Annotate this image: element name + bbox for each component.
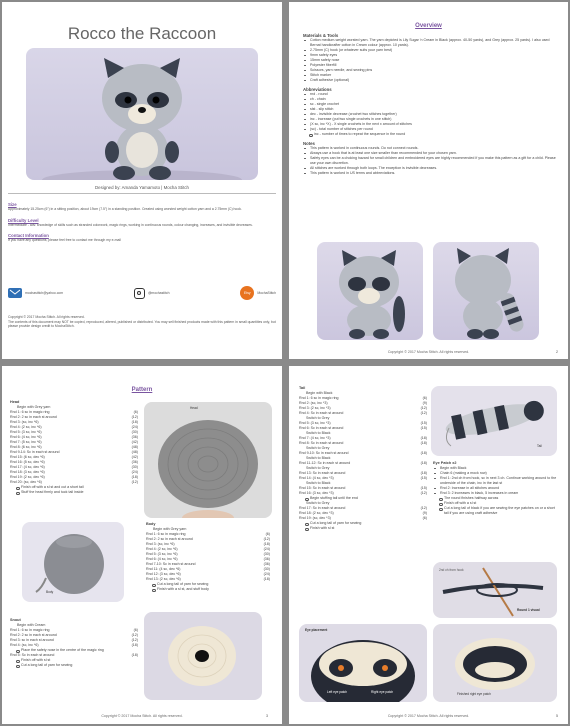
- row-count: (18): [131, 653, 138, 657]
- row-count: (36): [263, 562, 270, 566]
- list-item: Begin with Black: [433, 466, 559, 471]
- copyright-footer: Copyright © 2017 Mocha Stitch. All rights reserved.: [387, 350, 470, 354]
- row-instruction: Rnd 3: (2 sc, inc *3): [299, 406, 331, 410]
- row-instruction: Rnd 17: Sc in each st around: [299, 506, 346, 510]
- list-item: The round finishes halfway across: [433, 496, 559, 501]
- row-instruction: Switch to Black: [306, 481, 331, 485]
- row-count: (24): [263, 572, 270, 576]
- list-item: Cotton medium-weight worsted yarn. The yarn depicted is Lily Sugar 'n Cream in Black (approx. 40-50 yards), and Grey (approx. 25 yards). I also used Bernat handicrafter cotton in Cream colour (approx. 10 yards).: [303, 38, 559, 48]
- row-instruction: Rnd 4: Sc in each st around: [299, 411, 344, 415]
- row-instruction: Rnd 5: (3 sc, inc *6): [146, 552, 178, 556]
- list-item: Cut a long tail of black if you are sewing the eye patches on or a short tail if you are using craft adhesive: [433, 506, 559, 516]
- row-instruction: Rnd 19: (sc, dec *3): [299, 516, 331, 520]
- row-count: (18): [131, 420, 138, 424]
- list-item: ch - chain: [303, 97, 559, 102]
- list-item: Stitch marker: [303, 73, 559, 78]
- list-item: Rnd 1: 2nd ch from hook, sc in next 3 ch. Continue working around to the underside of the chain, inc in the last st: [433, 476, 559, 486]
- list-item: All stitches are worked through both loops. The exception is invisible decreases.: [303, 166, 559, 171]
- row-count: (18): [263, 542, 270, 546]
- list-item: Cut a long tail of yarn for sewing: [146, 582, 270, 587]
- head-rows: [10, 405, 138, 485]
- row-instruction: Rnd 4: (2 sc, inc *6): [10, 425, 42, 429]
- notes-list: [303, 146, 559, 176]
- tail-photo-label: Tail: [537, 444, 542, 448]
- page-number: 3: [266, 714, 268, 718]
- row-count: (6): [133, 410, 138, 414]
- page-cover: [2, 2, 282, 359]
- row-count: (30): [263, 567, 270, 571]
- row-count: (18): [420, 451, 427, 455]
- row-instruction: Switch to Grey: [306, 466, 330, 470]
- row-count: (12): [131, 480, 138, 484]
- email-contact[interactable]: [8, 288, 63, 298]
- round-label-chain: 2nd ch from hook: [439, 568, 464, 572]
- row-instruction: Rnd 3: (sc, inc *6): [10, 420, 39, 424]
- row-instruction: Rnd 8: (6 sc, inc *6): [10, 445, 42, 449]
- row-count: (12): [420, 406, 427, 410]
- page-tail-eyes: [289, 366, 568, 724]
- list-item: inc - number of times to repeat the sequence in the round: [303, 132, 559, 137]
- email-address: mochastitch@yahoo.com: [25, 290, 64, 295]
- row-count: (18): [420, 436, 427, 440]
- list-item: Cut a long tail of yarn for sewing: [299, 521, 427, 526]
- row-instruction: Rnd 6: (4 sc, inc *6): [146, 557, 178, 561]
- row-instruction: Rnd 5: (3 sc, inc *3): [299, 421, 331, 425]
- tail-mid-notes: [299, 496, 427, 501]
- pattern-heading: Pattern: [131, 387, 153, 393]
- list-item: Cut a long tail of yarn for sewing: [10, 663, 138, 668]
- pattern-title: Rocco the Raccoon: [67, 24, 217, 43]
- row-instruction: Rnd 7: (4 sc, inc *3): [299, 436, 331, 440]
- materials-list: [303, 38, 559, 83]
- row-count: (18): [131, 643, 138, 647]
- body-photo: [22, 522, 124, 602]
- body-photo-image: [22, 522, 124, 602]
- tail-title: Tail: [299, 386, 306, 390]
- row-count: (15): [420, 486, 427, 490]
- instagram-handle: @mochastitch: [147, 290, 170, 295]
- head-photo-image: [144, 402, 272, 518]
- snout-rows: [10, 623, 138, 648]
- head-photo-label: Head: [190, 406, 198, 410]
- designer-credit: Designed by: Amanda Yamamoto | Mocha Stitch: [95, 185, 189, 190]
- row-instruction: Rnd 9-14: Sc in each st around: [10, 450, 60, 454]
- list-item: Chain 6 (making a mock row): [433, 471, 559, 476]
- head-title: Head: [10, 400, 20, 404]
- row-count: (24): [263, 547, 270, 551]
- copyright-line: Copyright © 2017 Mocha Stitch. All rights reserved.: [8, 315, 85, 319]
- row-count: (12): [131, 415, 138, 419]
- row-instruction: Rnd 6: (4 sc, inc *6): [10, 435, 42, 439]
- snout-mid-notes: [10, 648, 138, 653]
- list-item: Place the safety nose in the centre of the magic ring: [10, 648, 138, 653]
- row-instruction: Switch to Black: [306, 456, 331, 460]
- list-item: sc - single crochet: [303, 102, 559, 107]
- list-item: Stuff the head firmly and tuck tail inside: [10, 490, 138, 495]
- eye-patch-steps: [433, 466, 559, 496]
- left-eye-label: Left eye patch: [327, 690, 348, 694]
- row-instruction: Rnd 9-10: Sc in each st around: [299, 451, 349, 455]
- row-instruction: Rnd 3: sc in each st around: [10, 638, 54, 642]
- row-count: (36): [263, 557, 270, 561]
- list-item: 2.75mm (C) hook (or whatever suits your yarn best): [303, 48, 559, 53]
- row-instruction: Rnd 2: 2 sc in each st around: [10, 633, 57, 637]
- row-instruction: Rnd 14: (4 sc, dec *3): [299, 476, 334, 480]
- abbreviations-sublist: [303, 132, 559, 137]
- row-count: (12): [420, 411, 427, 415]
- instagram-contact[interactable]: [134, 288, 170, 299]
- right-eye-label: Right eye patch: [371, 690, 394, 694]
- row-instruction: Begin with Black: [306, 391, 333, 395]
- difficulty-text: Intermediate - adv. knowledge of skills such as stranded colorwork, magic rings, working in continuous rounds, colour changing, increases, and invisible decreases.: [8, 222, 253, 227]
- row-count: (30): [131, 465, 138, 469]
- snout-photo: [144, 612, 262, 700]
- row-count: (15): [420, 476, 427, 480]
- raccoon-front-photo: [317, 242, 423, 340]
- row-instruction: Rnd 15: Sc in each st around: [299, 486, 346, 490]
- row-instruction: Rnd 15: (6 sc, dec *6): [10, 455, 45, 459]
- row-count: (12): [263, 537, 270, 541]
- row-instruction: Rnd 1: 6 sc in magic ring: [146, 532, 186, 536]
- eye-placement-photo: [299, 624, 427, 702]
- etsy-icon: Etsy: [240, 286, 254, 300]
- row-instruction: Rnd 20: (sc, dec *6): [10, 480, 42, 484]
- row-instruction: Rnd 7: (5 sc, inc *6): [10, 440, 42, 444]
- abbreviations-list: [303, 92, 559, 132]
- list-item: This pattern is worked in US terms and abbreviations.: [303, 171, 559, 176]
- instagram-icon: [134, 288, 145, 299]
- row-instruction: Begin with Grey yarn: [153, 527, 187, 531]
- list-item: Rnd 3: 2 increases in black, 5 increases in cream: [433, 491, 559, 496]
- list-item: rnd - round: [303, 92, 559, 97]
- tail-finish-notes: [299, 521, 427, 531]
- list-item: (sc) - total number of stitches per round: [303, 127, 559, 132]
- row-instruction: Rnd 1: 6 sc in magic ring: [299, 396, 339, 400]
- size-heading: Size: [8, 202, 17, 207]
- tail-rows-2: [299, 501, 427, 521]
- row-count: (6): [422, 516, 427, 520]
- cover-photo: [26, 48, 258, 180]
- list-item: Scissors, yarn needle, and sewing pins: [303, 68, 559, 73]
- row-count: (48): [131, 450, 138, 454]
- row-instruction: Switch to Grey: [306, 446, 330, 450]
- row-instruction: Rnd 18: (2 sc, dec *3): [299, 511, 334, 515]
- list-item: Finish with a sl st, and stuff body: [146, 587, 270, 592]
- page-number: 5: [556, 714, 558, 718]
- row-count: (36): [131, 435, 138, 439]
- row-count: (48): [131, 445, 138, 449]
- row-count: (9): [422, 401, 427, 405]
- row-instruction: Rnd 1: 6 sc in magic ring: [10, 410, 50, 414]
- row-instruction: Rnd 16: (3 sc, dec *3): [299, 491, 334, 495]
- list-item: slst - slip stitch: [303, 107, 559, 112]
- row-instruction: Switch to Black: [306, 431, 331, 435]
- row-count: (18): [263, 577, 270, 581]
- tail-photo: [431, 386, 557, 456]
- row-instruction: Rnd 2: 2 sc in each st around: [10, 415, 57, 419]
- row-count: (12): [131, 638, 138, 642]
- contact-heading: Contact Information: [8, 233, 49, 239]
- row-instruction: Rnd 18: (3 sc, dec *6): [10, 470, 45, 474]
- round-visual-photo: [433, 562, 557, 618]
- row-count: (12): [420, 491, 427, 495]
- list-item: Begin stuffing tail until the end: [299, 496, 427, 501]
- row-count: (30): [131, 430, 138, 434]
- eye-patch-title: Eye Patch x2: [433, 461, 457, 465]
- list-item: Finish with sl st: [299, 526, 427, 531]
- list-item: (X sc, inc *X) - X single crochets in the next x amount of stitches: [303, 122, 559, 127]
- row-count: (12): [420, 506, 427, 510]
- row-count: (18): [420, 441, 427, 445]
- row-count: (24): [131, 470, 138, 474]
- row-instruction: Rnd 11-12: Sc in each st around: [299, 461, 351, 465]
- snout-photo-image: [144, 612, 262, 700]
- photo-back: [433, 242, 539, 340]
- materials-heading: Materials & Tools: [303, 33, 339, 38]
- photo-front: [317, 242, 423, 340]
- row-instruction: Rnd 8: Sc in each st around: [299, 441, 344, 445]
- raccoon-back-photo: [433, 242, 539, 340]
- row-instruction: Begin with Grey yarn: [17, 405, 51, 409]
- row-instruction: Rnd 6: Sc in each st around: [299, 426, 344, 430]
- mail-icon: [8, 288, 22, 298]
- list-item: Finish off with sl st: [10, 658, 138, 663]
- row-instruction: Rnd 12: (3 sc, dec *6): [146, 572, 181, 576]
- body-photo-label: Body: [46, 590, 54, 594]
- page-number: 2: [556, 350, 558, 354]
- row-instruction: Rnd 2: 2 sc in each st around: [146, 537, 193, 541]
- row-instruction: Rnd 11: (4 sc, dec *6): [146, 567, 181, 571]
- round-label-visual: Round 1 visual: [517, 608, 540, 612]
- list-item: 9mm safety eyes: [303, 53, 559, 58]
- row-count: (12): [131, 633, 138, 637]
- eye-placement-image: [299, 624, 427, 702]
- row-instruction: Rnd 3: (sc, inc *6): [146, 542, 175, 546]
- row-instruction: Rnd 4: (2 sc, inc *6): [146, 547, 178, 551]
- eye-patch-finish-notes: [433, 501, 559, 516]
- row-count: (18): [420, 471, 427, 475]
- row-instruction: Rnd 16: (5 sc, dec *6): [10, 460, 45, 464]
- abbreviations-heading: Abbreviations: [303, 87, 332, 92]
- list-item: inc - increase (put two single crochets in one stitch): [303, 117, 559, 122]
- row-count: (9): [422, 511, 427, 515]
- row-count: (6): [265, 532, 270, 536]
- finished-eye-label: Finished right eye patch: [457, 692, 491, 696]
- etsy-shop: MochaStitch: [257, 290, 276, 295]
- snout-title: Snout: [10, 618, 21, 622]
- size-text: Approximately 15.25cm (6") in a sitting position, about 19cm (7.5") in a standing position. Created using worsted weight cotton yarn and a 2.75mm (C) hook.: [8, 207, 242, 211]
- row-instruction: Rnd 5: (3 sc, inc *6): [10, 430, 42, 434]
- list-item: Craft adhesive (optional): [303, 78, 559, 83]
- difficulty-heading: Difficulty Level: [8, 217, 39, 223]
- list-item: Finish off with a sl st and cut a short tail: [10, 485, 138, 490]
- row-instruction: Switch to Grey: [306, 416, 330, 420]
- row-instruction: Rnd 2: (sc, inc *3): [299, 401, 328, 405]
- list-item: 15mm safety nose: [303, 58, 559, 63]
- copyright-footer: Copyright © 2017 Mocha Stitch. All rights reserved.: [387, 714, 470, 718]
- list-item: Always use a hook that is at least one size smaller than recommended for your chosen yarn.: [303, 151, 559, 156]
- list-item: dec - invisible decrease (crochet two stitches together): [303, 112, 559, 117]
- tail-rows: [299, 391, 427, 496]
- row-instruction: Rnd 19: (2 sc, dec *6): [10, 475, 45, 479]
- copyright-footer: Copyright © 2017 Mocha Stitch. All rights reserved.: [101, 714, 183, 718]
- row-count: (42): [131, 440, 138, 444]
- row-count: (36): [131, 460, 138, 464]
- raccoon-photo: [26, 48, 258, 180]
- page-overview: [289, 2, 568, 359]
- row-count: (24): [131, 425, 138, 429]
- etsy-contact[interactable]: [240, 286, 276, 300]
- row-instruction: Switch to Grey: [306, 501, 330, 505]
- row-instruction: Rnd 5: Sc in each st around: [10, 653, 55, 657]
- row-instruction: Rnd 17: (4 sc, dec *6): [10, 465, 45, 469]
- row-count: (18): [131, 475, 138, 479]
- eye-placement-label: Eye placement: [305, 628, 328, 632]
- row-count: (42): [131, 455, 138, 459]
- divider: [8, 193, 276, 194]
- row-count: (6): [133, 628, 138, 632]
- snout-finish-notes: [10, 658, 138, 668]
- row-count: (30): [263, 552, 270, 556]
- list-item: Rnd 2: Increase in all stitches around: [433, 486, 559, 491]
- notes-heading: Notes: [303, 141, 315, 146]
- row-count: (6): [422, 396, 427, 400]
- head-photo: [144, 402, 272, 518]
- list-item: Finish off with a sl st: [433, 501, 559, 506]
- body-rows: [146, 527, 270, 582]
- list-item: This pattern is worked in continuous rounds. Do not connect rounds.: [303, 146, 559, 151]
- page-pattern: [2, 366, 282, 724]
- overview-heading: Overview: [415, 23, 442, 29]
- contact-text: If you have any questions, please feel free to contact me through my e-mail: [8, 238, 121, 243]
- head-finish-notes: [10, 485, 138, 495]
- legal-text: The contents of this document may NOT be copied, reproduced, altered, published or distributed. You may sell finished products made with this pattern in small quantities only, but please provide design credit to MochaStitch.: [8, 319, 276, 329]
- list-item: Safety eyes can be a choking hazard for small children and embroidered eyes are highly recommended if you make this pattern as a gift for a child. Please use your own discretion.: [303, 156, 559, 166]
- row-instruction: Rnd 7-10: Sc in each st around: [146, 562, 196, 566]
- row-count: (15): [420, 426, 427, 430]
- finished-eye-photo: [433, 624, 557, 702]
- list-item: Polyester fiberfill: [303, 63, 559, 68]
- row-instruction: Rnd 4: (sc, inc *6): [10, 643, 39, 647]
- row-count: (15): [420, 421, 427, 425]
- row-instruction: Rnd 13: Sc in each st around: [299, 471, 346, 475]
- row-count: (18): [420, 461, 427, 465]
- row-instruction: Rnd 13: (2 sc, dec *6): [146, 577, 181, 581]
- body-title: Body: [146, 522, 156, 526]
- body-finish-notes: [146, 582, 270, 592]
- row-instruction: Begin with Cream: [17, 623, 46, 627]
- finished-eye-image: [433, 624, 557, 702]
- row-instruction: Rnd 1: 6 sc in magic ring: [10, 628, 50, 632]
